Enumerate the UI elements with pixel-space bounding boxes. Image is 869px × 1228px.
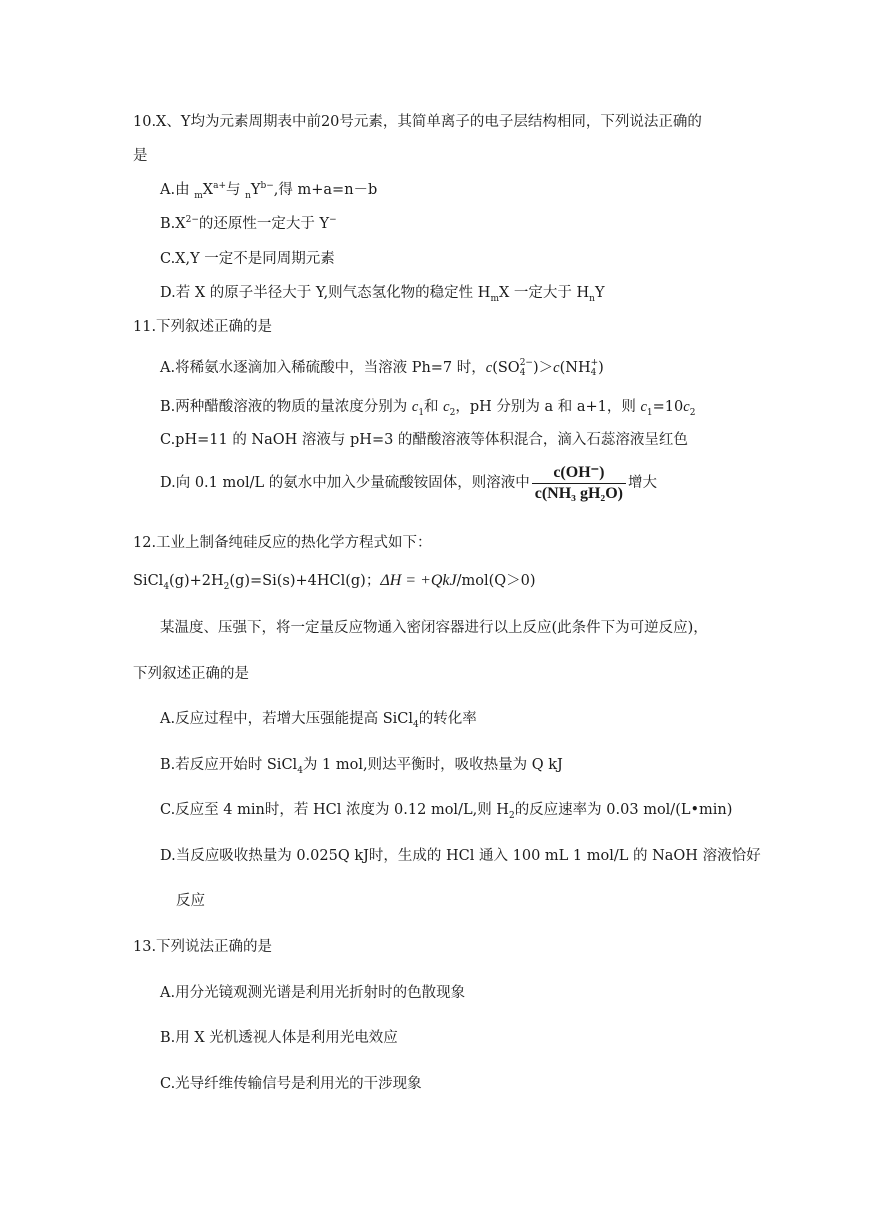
q11-a-c1: c xyxy=(485,360,493,376)
q12-c-p2: 的反应速率为 0.03 mol/(L•min) xyxy=(514,802,733,818)
q11-b-c3: c xyxy=(640,399,647,415)
q13-option-a: A.用分光镜观测光谱是利用光折射时的色散现象 xyxy=(160,985,466,1001)
q11-b-text: B.两种醋酸溶液的物质的量浓度分别为 xyxy=(160,399,412,415)
q11-option-a xyxy=(160,355,604,381)
q11-a-nh: (NH xyxy=(559,360,591,376)
q11-a-end: ) xyxy=(598,360,604,376)
q11-b-eq: =10 xyxy=(652,399,684,415)
q10-option-b xyxy=(160,214,337,234)
q12-eq-p3: (g)=Si(s)+4HCl(g)； xyxy=(229,573,381,589)
q10-d-sub1: m xyxy=(490,293,499,304)
q12-eq-dh: ΔH = +QkJ xyxy=(380,572,457,589)
q13-stem: 13.下列说法正确的是 xyxy=(133,939,273,955)
q11-a-c2: c xyxy=(553,360,560,376)
q10-b-charge2: − xyxy=(329,215,337,226)
q12-text-line1: 某温度、压强下，将一定量反应物通入密闭容器进行以上反应(此条件下为可逆反应)， xyxy=(160,620,708,636)
q10-d-mid: X 一定大于 H xyxy=(498,285,590,301)
q12-b-s1: 4 xyxy=(297,765,303,776)
q11-b-c4: c xyxy=(683,399,690,415)
q10-stem-line2: 是 xyxy=(133,148,148,164)
q10-a-y: Y xyxy=(250,182,261,198)
q12-option-b xyxy=(160,755,563,775)
q11-a-nh-ion xyxy=(591,358,599,378)
q12-eq-unit: /mol(Q＞0) xyxy=(456,573,536,589)
q11-d-denominator: c(NH₃ gH₂O) xyxy=(534,484,623,502)
q12-b-p1: B.若反应开始时 SiCl xyxy=(160,757,298,773)
q12-c-s1: 2 xyxy=(508,810,515,821)
q10-a-n: n xyxy=(245,190,251,201)
q12-equation xyxy=(133,571,536,591)
q11-a-so-ion xyxy=(520,358,533,378)
q11-a-so-sub: 4 xyxy=(519,368,526,378)
q11-b-s2: 2 xyxy=(449,407,456,418)
q11-b-s1: 1 xyxy=(418,407,425,418)
q10-b-charge1: 2− xyxy=(185,215,199,226)
q11-b-s4: 2 xyxy=(689,407,696,418)
q10-stem-line1: 10.X、Y均为元素周期表中前20号元素，其简单离子的电子层结构相同，下列说法正确的 xyxy=(133,114,702,130)
q12-option-a xyxy=(160,709,477,729)
q10-a-xcharge: a+ xyxy=(213,181,226,192)
q11-a-nh-sup: + xyxy=(590,358,599,368)
q11-a-nh-sub: 4 xyxy=(590,368,597,378)
q11-a-text: A.将稀氨水逐滴加入稀硫酸中，当溶液 Ph=7 时， xyxy=(160,360,486,376)
q10-a-x: X xyxy=(202,182,214,198)
q12-option-d-line2: 反应 xyxy=(176,893,205,909)
q11-b-c2: c xyxy=(443,399,450,415)
q11-d-numerator: c(OH⁻) xyxy=(532,463,626,484)
q13-option-c: C.光导纤维传输信号是利用光的干涉现象 xyxy=(160,1076,422,1092)
q12-option-c xyxy=(160,800,732,820)
q12-c-p1: C.反应至 4 min时，若 HCl 浓度为 0.12 mol/L,则 H xyxy=(160,802,509,818)
q12-a-s1: 4 xyxy=(413,719,419,730)
q11-d-text: D.向 0.1 mol/L 的氨水中加入少量硫酸铵固体，则溶液中 xyxy=(160,475,530,491)
q12-text-line2: 下列叙述正确的是 xyxy=(133,666,249,682)
q12-a-p1: A.反应过程中，若增大压强能提高 SiCl xyxy=(160,711,413,727)
q12-eq-p2: (g)+2H xyxy=(169,573,224,589)
q12-eq-s2: 2 xyxy=(223,581,230,592)
q10-option-d xyxy=(160,283,605,303)
q10-d-sub2: n xyxy=(589,293,595,304)
q11-b-c1: c xyxy=(411,399,419,415)
q12-option-d-line1: D.当反应吸收热量为 0.025Q kJ时，生成的 HCl 通入 100 mL 1 mol/L 的 NaOH 溶液恰好 xyxy=(160,848,761,864)
q11-a-gt: )＞ xyxy=(532,360,554,376)
q10-b-mid: 的还原性一定大于 Y xyxy=(198,216,330,232)
q10-a-mid: 与 xyxy=(226,182,246,198)
q10-a-tail: ,得 m+a=n－b xyxy=(273,182,378,198)
q10-option-c: C.X,Y 一定不是同周期元素 xyxy=(160,251,335,267)
q11-a-so-sup: 2− xyxy=(519,358,533,368)
q10-a-label: A.由 xyxy=(160,182,195,198)
q11-b-mid: ，pH 分别为 a 和 a+1，则 xyxy=(455,399,641,415)
q11-b-s3: 1 xyxy=(646,407,653,418)
q11-stem: 11.下列叙述正确的是 xyxy=(133,319,273,335)
q12-eq-s1: 4 xyxy=(163,581,170,592)
q10-option-a xyxy=(160,180,377,200)
q12-a-p2: 的转化率 xyxy=(418,711,477,727)
q10-d-text: D.若 X 的原子半径大于 Y,则气态氢化物的稳定性 H xyxy=(160,285,491,301)
q11-d-fraction xyxy=(532,463,626,504)
q11-a-so: (SO xyxy=(492,360,520,376)
q11-option-b xyxy=(160,397,695,417)
q12-eq-p1: SiCl xyxy=(133,573,164,589)
q10-d-tail: Y xyxy=(594,285,605,301)
q12-stem: 12.工业上制备纯硅反应的热化学方程式如下： xyxy=(133,535,432,551)
q12-b-p2: 为 1 mol,则达平衡时，吸收热量为 Q kJ xyxy=(302,757,563,773)
q10-a-m: m xyxy=(194,190,203,201)
q11-option-d xyxy=(160,462,657,504)
q13-option-b: B.用 X 光机透视人体是利用光电效应 xyxy=(160,1030,398,1046)
q11-b-and: 和 xyxy=(424,399,444,415)
q10-b-label: B.X xyxy=(160,216,186,232)
q11-option-c: C.pH=11 的 NaOH 溶液与 pH=3 的醋酸溶液等体积混合，滴入石蕊溶液呈红色 xyxy=(160,432,688,448)
q11-d-tail: 增大 xyxy=(627,475,657,491)
q10-a-ycharge: b− xyxy=(260,181,274,192)
